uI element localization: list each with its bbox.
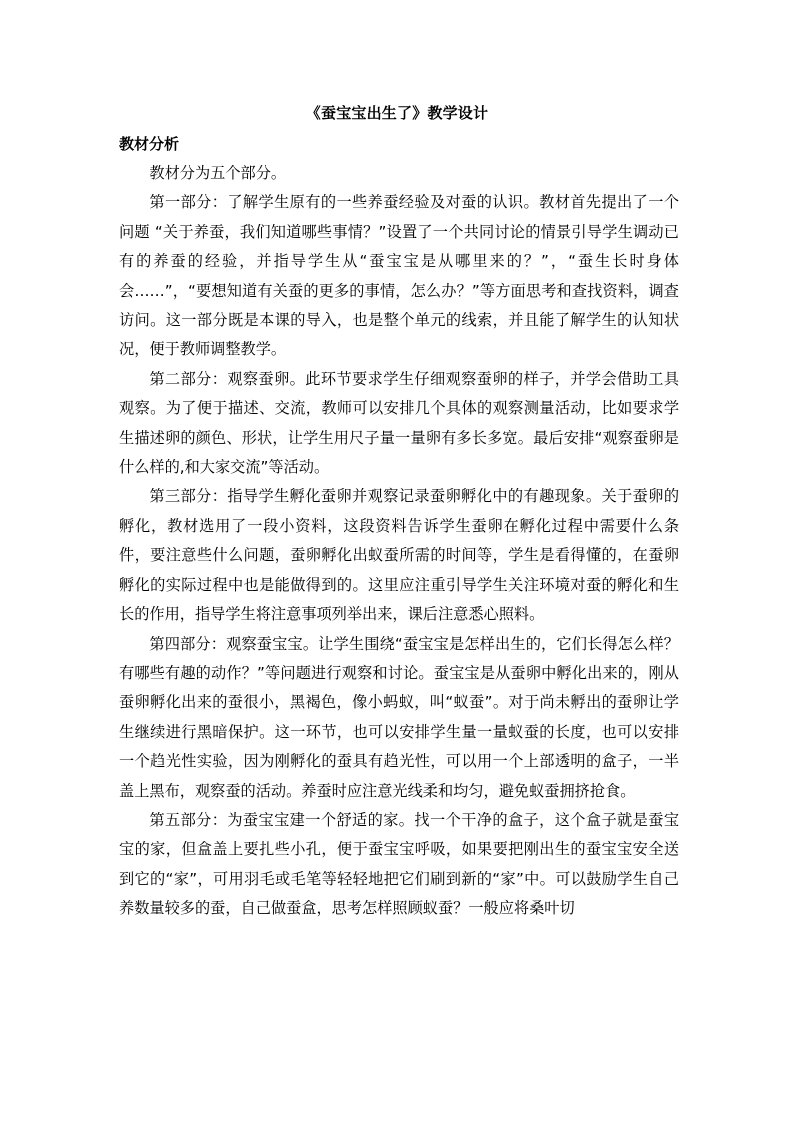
paragraph-part-1: 第一部分：了解学生原有的一些养蚕经验及对蚕的认识。教材首先提出了一个问题 “关于养蚕，我们知道哪些事情？”设置了一个共同讨论的情景引导学生调动已有的养蚕的经验，并指导学生从“蚕宝宝是从哪里来的？”，“蚕生长时身体会……”，“要想知道有关蚕的更多的事情，怎么办？”等方面思考和查找资料，调查访问。这一部分既是本课的导入，也是整个单元的线索，并且能了解学生的认知状况，便于教师调整教学。 [119,193,679,359]
document-body [119,159,679,924]
paragraph-part-3: 第三部分：指导学生孵化蚕卵并观察记录蚕卵孵化中的有趣现象。关于蚕卵的孵化，教材选用了一段小资料，这段资料告诉学生蚕卵在孵化过程中需要什么条件，要注意些什么问题，蚕卵孵化出蚁蚕所需的时间等，学生是看得懂的，在蚕卵孵化的实际过程中也是能做得到的。这里应注重引导学生关注环境对蚕的孵化和生长的作用，指导学生将注意事项列举出来，课后注意悉心照料。 [119,487,679,624]
paragraph-part-2: 第二部分：观察蚕卵。此环节要求学生仔细观察蚕卵的样子，并学会借助工具观察。为了便于描述、交流，教师可以安排几个具体的观察测量活动，比如要求学生描述卵的颜色、形状，让学生用尺子量一量卵有多长多宽。最后安排“观察蚕卵是什么样的,和大家交流”等活动。 [119,369,679,477]
document-title: 《蚕宝宝出生了》教学设计 [305,104,489,122]
paragraph-intro: 教材分为五个部分。 [149,164,287,182]
paragraph-part-5: 第五部分：为蚕宝宝建一个舒适的家。找一个干净的盒子，这个盒子就是蚕宝宝的家，但盒盖上要扎些小孔，便于蚕宝宝呼吸，如果要把刚出生的蚕宝宝安全送到它的“家”，可用羽毛或毛笔等轻轻地把它们刷到新的“家”中。可以鼓励学生自己养数量较多的蚕，自己做蚕盒，思考怎样照顾蚁蚕？一般应将桑叶切 [119,810,679,918]
paragraph-part-4: 第四部分：观察蚕宝宝。让学生围绕“蚕宝宝是怎样出生的，它们长得怎么样？有哪些有趣的动作？”等问题进行观察和讨论。蚕宝宝是从蚕卵中孵化出来的，刚从蚕卵孵化出来的蚕很小，黑褐色，像小蚂蚁，叫“蚁蚕”。对于尚未孵出的蚕卵让学生继续进行黑暗保护。这一环节，也可以安排学生量一量蚁蚕的长度，也可以安排一个趋光性实验，因为刚孵化的蚕具有趋光性，可以用一个上部透明的盒子，一半盖上黑布，观察蚕的活动。养蚕时应注意光线柔和均匀，避免蚁蚕拥挤抢食。 [119,634,679,800]
section-heading: 教材分析 [119,135,180,153]
